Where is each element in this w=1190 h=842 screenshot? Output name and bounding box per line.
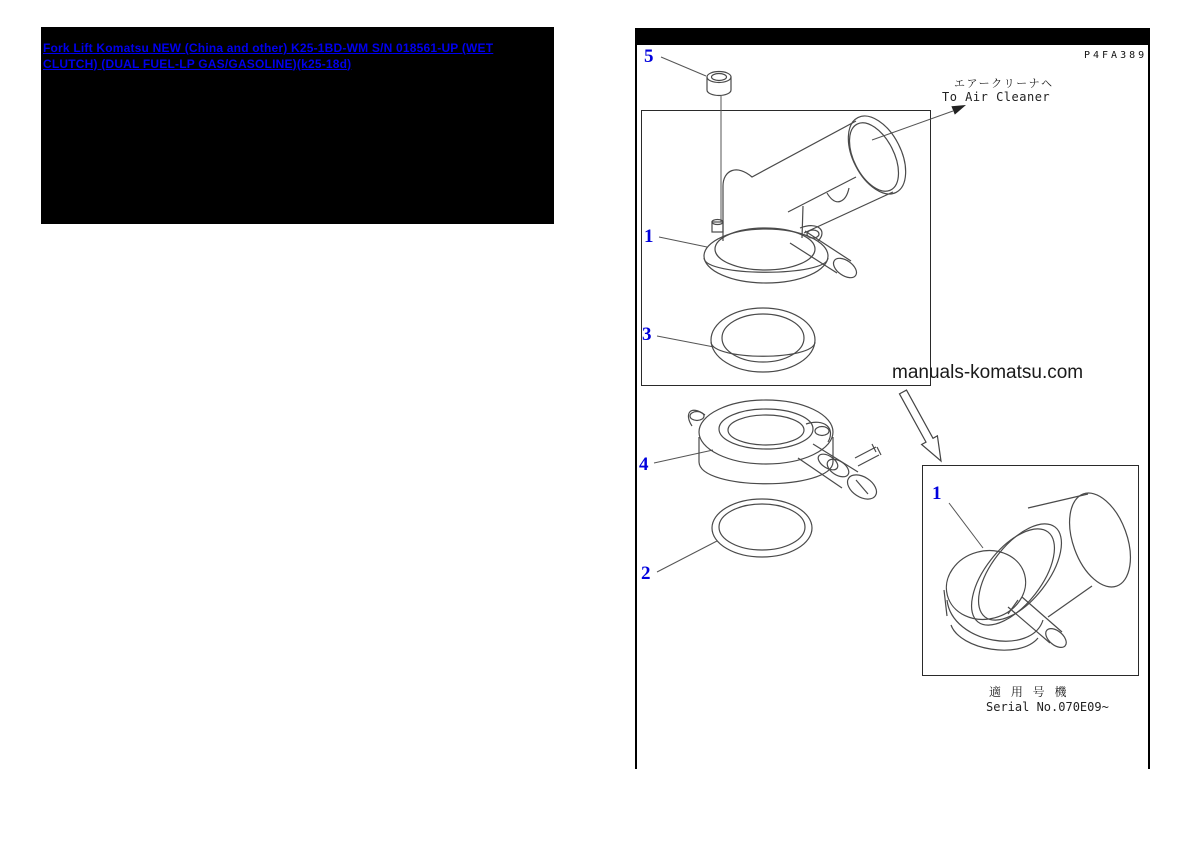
- main-detail-box: [641, 110, 931, 386]
- callout-3: 3: [642, 324, 652, 345]
- applicable-serial-label-en: Serial No.070E09~: [986, 700, 1109, 714]
- catalog-link-panel: [41, 27, 554, 224]
- callout-2: 2: [641, 563, 651, 584]
- air-cleaner-label-en: To Air Cleaner: [942, 90, 1051, 104]
- watermark-text: manuals-komatsu.com: [892, 362, 1084, 383]
- callout-5: 5: [644, 46, 654, 67]
- air-cleaner-label-jp: エアークリーナヘ: [954, 77, 1054, 90]
- catalog-link[interactable]: Fork Lift Komatsu NEW (China and other) K25-1BD-WM S/N 018561-UP (WET CLUTCH) (DUAL FUEL-LP GAS/GASOLINE)(k25-18d): [43, 41, 494, 71]
- drawing-code: P4FA389: [1084, 50, 1148, 61]
- callout-1: 1: [644, 226, 654, 247]
- callout-4: 4: [639, 454, 649, 475]
- callout-1-variant: 1: [932, 483, 942, 504]
- variant-detail-box: [922, 465, 1139, 676]
- diagram-title-bar: [635, 28, 1150, 45]
- applicable-serial-label-jp: 適 用 号 機: [989, 685, 1070, 699]
